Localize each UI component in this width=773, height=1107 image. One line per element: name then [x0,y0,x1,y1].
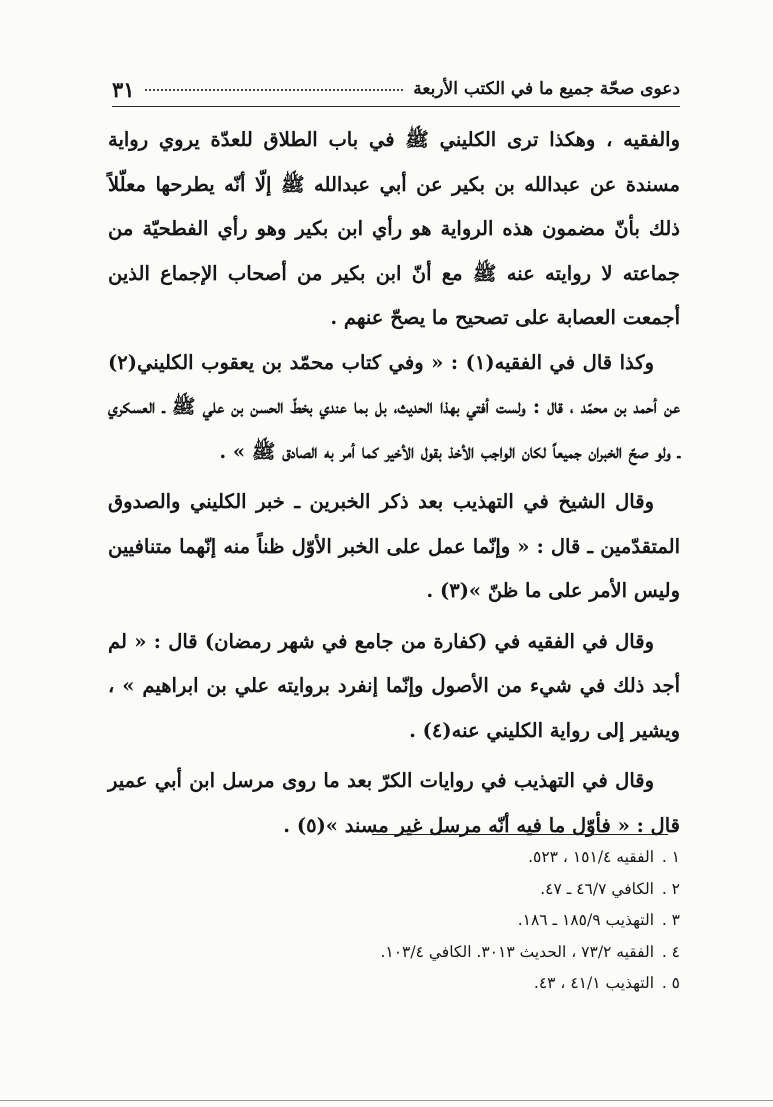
running-title: دعوى صحّة جميع ما في الكتب الأربعة [413,79,680,99]
footnote-number: ٢ . [661,879,680,898]
paragraph-4: وقال في الفقيه في (كفارة من جامع في شهر رمضان) قال : « لم أجد ذلك في شيء من الأصول وإنّما إنفرد بروايته علي بن ابراهيم » ، ويشير إلى رواية الكليني عنه(٤) . [108,629,680,742]
dot-leader [145,88,404,91]
footnote-number: ٤ . [661,942,680,961]
footnote-item [250,968,680,1000]
footnote-item [250,905,680,937]
paragraph-5: وقال في التهذيب في روايات الكرّ بعد ما روى مرسل ابن أبي عمير قال : « فأوّل ما فيه أنّه مرسل غير مسند »(٥) . [108,769,680,837]
footnote-number: ١ . [661,848,680,866]
footnote-item [250,842,680,874]
page-number: ٣١ [112,76,135,102]
footnote-item [250,937,680,969]
running-header [112,72,680,107]
footnote-number: ٣ . [661,911,680,929]
footnote-text: التهذيب ٤١/١ ، ٤٣. [533,974,654,992]
footnotes [250,842,680,1000]
footnote-separator [372,834,668,835]
footnote-text: الفقيه ٧٣/٢ ، الحديث ٣٠١٣. الكافي ١٠٣/٤. [380,942,654,961]
paragraph-2: وكذا قال في الفقيه(١) : « وفي كتاب محمّد بن يعقوب الكليني(٢) عن أحمد بن محمّد ، قال : ولست أفتي بهذا الحديث، بل بما عندي بخطّ الحسن بن علي ﷺ ـ العسكري ـ ولو صحّ الخبران جميعاً لكان الواجب الأخذ بقول الأخير كما أمر به الصادق ﷺ » . [108,350,680,463]
paragraph-3: وقال الشيخ في التهذيب بعد ذكر الخبرين ـ خبر الكليني والصدوق المتقدّمين ـ قال : « وإنّما عمل على الخبر الأوّل ظناً منه إنّهما متنافيين وليس الأمر على ما ظنّ »(٣) . [108,490,680,602]
paragraph-1: والفقيه ، وهكذا ترى الكليني ﷺ في باب الطلاق للعدّة يروي رواية مسندة عن عبدالله بن بكير عن أبي عبدالله ﷺ إلّا أنّه يطرحها معلّلاً ذلك بأنّ مضمون هذه الرواية هو رأي ابن بكير وهو رأي الفطحيّة من جماعته لا روايته عنه ﷺ مع أنّ ابن بكير من أصحاب الإجماع الذين أجمعت العصابة على تصحيح ما يصحّ عنهم . [108,128,680,329]
footnote-number: ٥ . [661,974,680,992]
footnote-text: الفقيه ١٥١/٤ ، ٥٢٣. [528,848,654,866]
footnote-text: التهذيب ١٨٥/٩ ـ ١٨٦. [517,911,654,929]
footnote-text: الكافي ٤٦/٧ ـ ٤٧. [540,879,654,898]
page-bottom-edge [0,1100,773,1101]
main-text [108,118,680,848]
footnote-item [250,874,680,906]
